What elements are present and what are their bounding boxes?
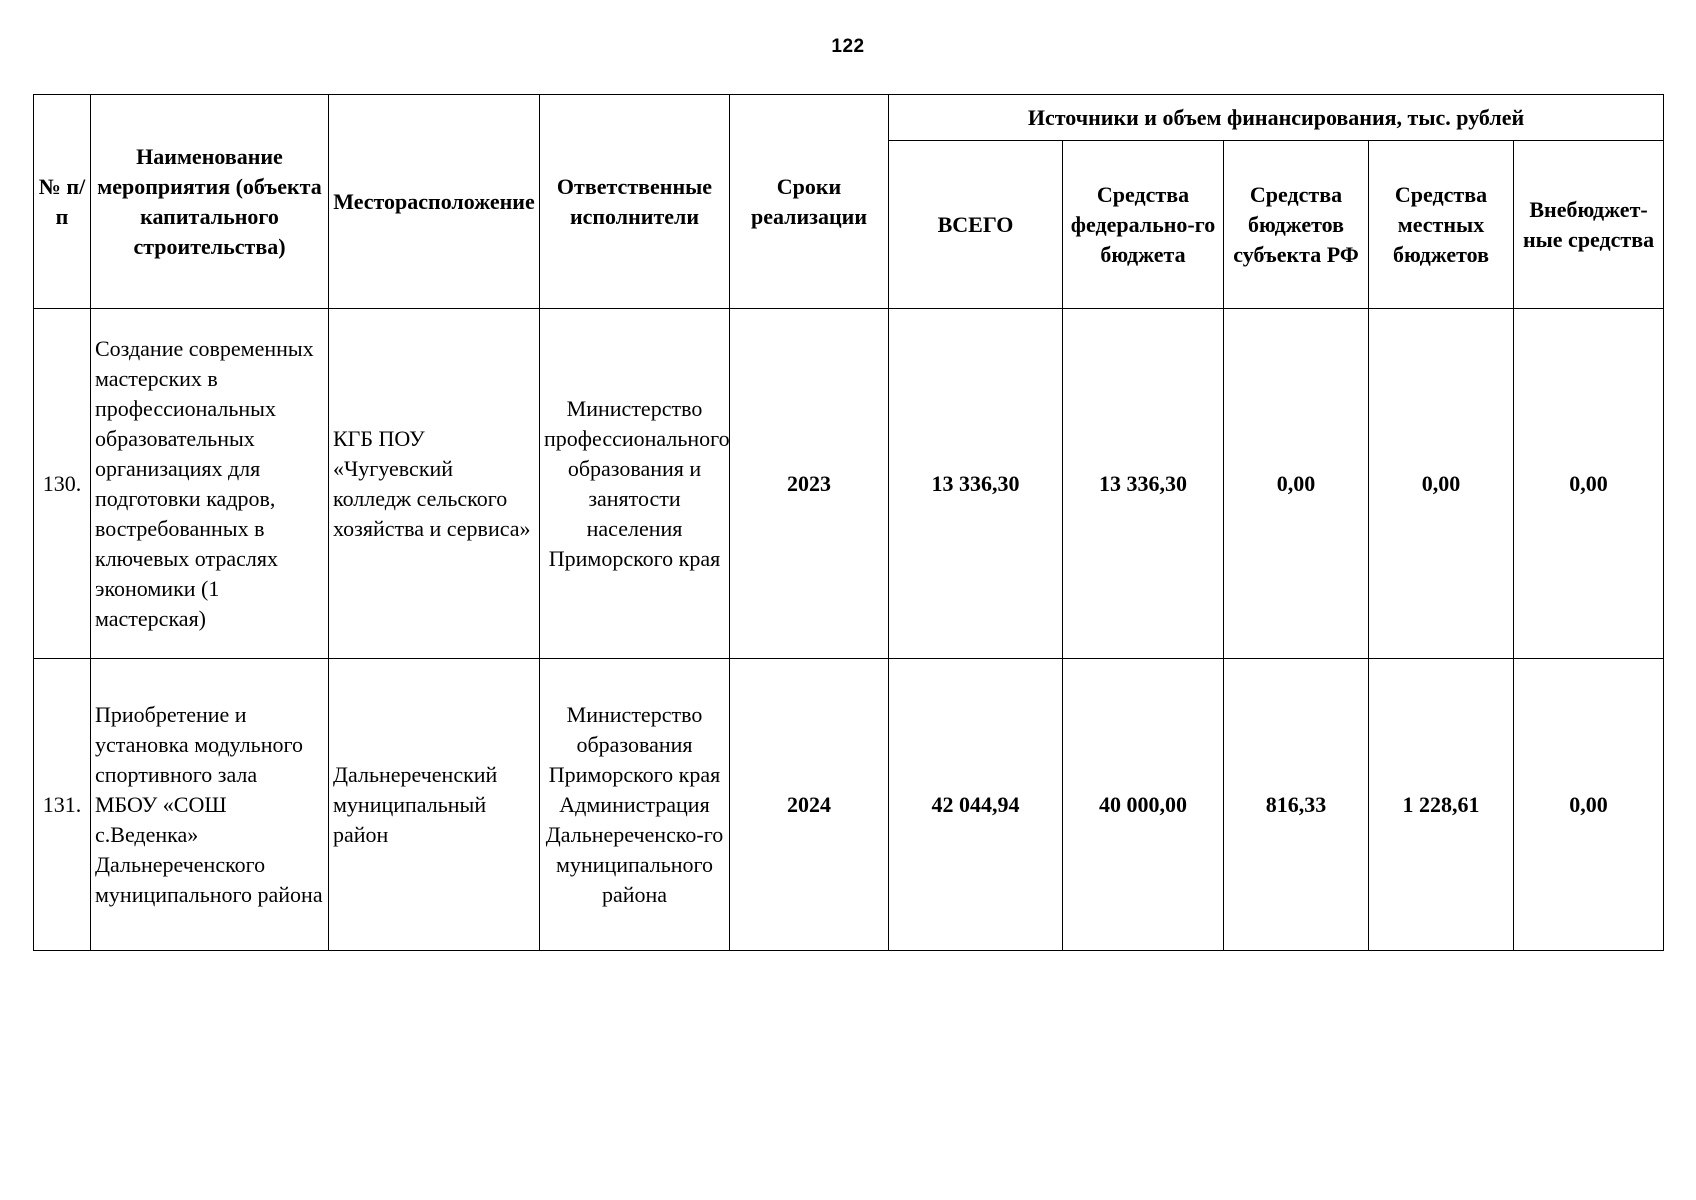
header-row-top bbox=[34, 95, 1664, 141]
row-local: 1 228,61 bbox=[1369, 659, 1514, 951]
row-local: 0,00 bbox=[1369, 309, 1514, 659]
header-terms: Сроки реализации bbox=[730, 95, 889, 309]
row-location: Дальнереченский муниципальный район bbox=[329, 659, 540, 951]
header-financing-group: Источники и объем финансирования, тыс. рублей bbox=[889, 95, 1664, 141]
row-executors: Министерство образования Приморского края Администрация Дальнереченско-го муниципального района bbox=[540, 659, 730, 951]
page-number: 122 bbox=[831, 36, 865, 57]
row-regional: 816,33 bbox=[1224, 659, 1369, 951]
row-terms: 2023 bbox=[730, 309, 889, 659]
table-row bbox=[34, 659, 1664, 951]
row-extra: 0,00 bbox=[1514, 659, 1664, 951]
row-name: Приобретение и установка модульного спортивного зала МБОУ «СОШ с.Веденка» Дальнереченского муниципального района bbox=[91, 659, 329, 951]
row-location: КГБ ПОУ «Чугуевский колледж сельского хозяйства и сервиса» bbox=[329, 309, 540, 659]
row-federal: 40 000,00 bbox=[1063, 659, 1224, 951]
row-total: 42 044,94 bbox=[889, 659, 1063, 951]
header-total: ВСЕГО bbox=[889, 141, 1063, 309]
row-num: 131. bbox=[34, 659, 91, 951]
row-name: Создание современных мастерских в профессиональных образовательных организациях для подготовки кадров, востребованных в ключевых отраслях экономики (1 мастерская) bbox=[91, 309, 329, 659]
table-row bbox=[34, 309, 1664, 659]
header-location: Месторасположение bbox=[329, 95, 540, 309]
header-num: № п/п bbox=[34, 95, 91, 309]
header-federal: Средства федерально-го бюджета bbox=[1063, 141, 1224, 309]
header-extra: Внебюджет-ные средства bbox=[1514, 141, 1664, 309]
row-terms: 2024 bbox=[730, 659, 889, 951]
header-executors: Ответственные исполнители bbox=[540, 95, 730, 309]
row-extra: 0,00 bbox=[1514, 309, 1664, 659]
row-total: 13 336,30 bbox=[889, 309, 1063, 659]
header-regional: Средства бюджетов субъекта РФ bbox=[1224, 141, 1369, 309]
row-executors: Министерство профессионального образования и занятости населения Приморского края bbox=[540, 309, 730, 659]
row-regional: 0,00 bbox=[1224, 309, 1369, 659]
header-name: Наименование мероприятия (объекта капитального строительства) bbox=[91, 95, 329, 309]
financing-table bbox=[33, 94, 1664, 951]
row-num: 130. bbox=[34, 309, 91, 659]
header-local: Средства местных бюджетов bbox=[1369, 141, 1514, 309]
row-federal: 13 336,30 bbox=[1063, 309, 1224, 659]
